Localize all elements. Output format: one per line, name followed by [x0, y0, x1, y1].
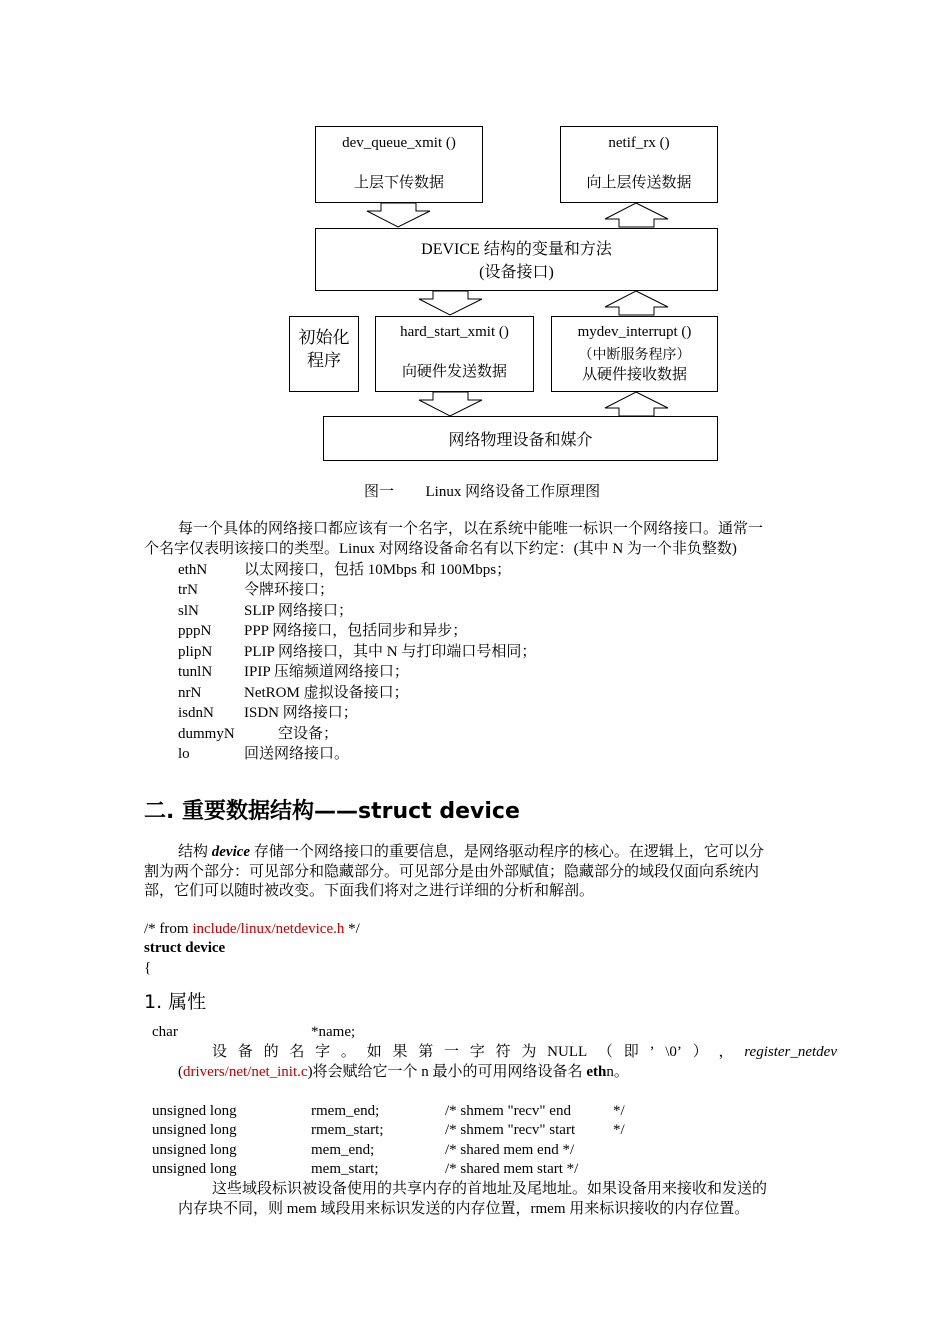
list-item	[178, 724, 339, 744]
mem-desc-line-2: 内存块不同，则 mem 域段用来标识发送的内存位置，rmem 用来标识接收的内存位置。	[178, 1201, 750, 1217]
interface-desc: SLIP 网络接口；	[244, 603, 354, 619]
desc-char: 符	[495, 1044, 511, 1060]
physical-media-label: 网络物理设备和媒介	[448, 432, 593, 449]
init-routine-line2: 程序	[307, 351, 341, 370]
field-name: mem_end;	[311, 1142, 375, 1158]
field-name: mem_start;	[311, 1161, 379, 1177]
interface-desc: 回送网络接口。	[244, 746, 350, 762]
list-item	[178, 744, 350, 764]
field-name: rmem_start;	[311, 1122, 384, 1138]
interface-desc: PPP 网络接口，包括同步和异步；	[244, 623, 468, 639]
list-item	[178, 580, 335, 600]
interface-name: trN	[178, 582, 198, 598]
desc-char: \0’	[665, 1044, 682, 1060]
interface-desc: NetROM 虚拟设备接口；	[244, 685, 409, 701]
device-struct-label: DEVICE 结构的变量和方法	[421, 241, 612, 258]
desc-char: 的	[263, 1044, 279, 1060]
desc-char: （	[597, 1044, 613, 1060]
code-row	[152, 1140, 852, 1160]
section-heading: 二. 重要数据结构——struct device	[144, 799, 520, 824]
device-keyword: device	[211, 844, 251, 860]
comment-end: */	[613, 1103, 625, 1119]
physical-media-box	[323, 416, 718, 461]
field-name: rmem_end;	[311, 1103, 380, 1119]
mydev-interrupt-box	[551, 316, 718, 392]
figure-caption	[364, 480, 600, 501]
init-routine-box	[289, 316, 359, 392]
device-interface-label: (设备接口)	[479, 264, 554, 281]
mydev-interrupt-desc1: （中断服务程序）	[578, 348, 691, 363]
source-comment	[144, 919, 360, 939]
interface-desc: ISDN 网络接口；	[244, 705, 358, 721]
desc-char: NULL	[547, 1044, 588, 1060]
desc-char: 。	[340, 1044, 356, 1060]
hard-start-xmit-box	[375, 316, 534, 392]
field-comment: /* shared mem end */	[445, 1142, 575, 1158]
comment-text: */	[344, 921, 360, 937]
list-item	[178, 683, 409, 703]
comment-end: */	[613, 1122, 625, 1138]
desc-char: ，	[718, 1044, 734, 1060]
interface-name: lo	[178, 746, 190, 762]
code-row	[152, 1159, 852, 1179]
section2-para-line-3: 部，它们可以随时被改变。下面我们将对之进行详细的分析和解剖。	[144, 883, 595, 899]
field-type: unsigned long	[152, 1122, 237, 1138]
interface-desc: 令牌环接口；	[244, 582, 335, 598]
up-arrow-icon	[604, 203, 670, 228]
netif-rx-desc: 向上层传送数据	[586, 175, 692, 191]
up-arrow-icon	[604, 392, 670, 417]
source-file-link[interactable]: drivers/net/net_init.c	[183, 1064, 308, 1080]
field-desc-line-2	[178, 1062, 629, 1082]
desc-char: 如	[366, 1044, 382, 1060]
netif-rx-func: netif_rx ()	[608, 135, 670, 151]
field-comment: /* shared mem start */	[445, 1161, 579, 1177]
mydev-interrupt-func: mydev_interrupt ()	[577, 324, 692, 340]
register-netdev-func: register_netdev	[744, 1044, 837, 1060]
figure-title: Linux 网络设备工作原理图	[425, 484, 601, 500]
field-type: unsigned long	[152, 1161, 237, 1177]
interface-name: tunlN	[178, 664, 213, 680]
down-arrow-icon	[366, 203, 432, 228]
desc-char: 字	[469, 1044, 485, 1060]
intro-line-2: 个名字仅表明该接口的类型。Linux 对网络设备命名有以下约定：(其中 N 为一个非负整数)	[144, 541, 737, 557]
down-arrow-icon	[418, 392, 484, 417]
interface-name: dummyN	[178, 726, 235, 742]
desc-char: 为	[521, 1044, 537, 1060]
desc-char: ）	[692, 1044, 708, 1060]
desc-text: n。	[606, 1064, 629, 1080]
interface-name: slN	[178, 603, 199, 619]
interface-name: pppN	[178, 623, 212, 639]
list-item	[178, 703, 358, 723]
netif-rx-box	[560, 126, 718, 203]
desc-char: 果	[392, 1044, 408, 1060]
dev-queue-xmit-box	[315, 126, 483, 203]
device-struct-box	[315, 228, 718, 291]
field-decl: *name;	[311, 1024, 356, 1040]
desc-char: 名	[289, 1044, 305, 1060]
desc-char: 第	[418, 1044, 434, 1060]
dev-queue-xmit-desc: 上层下传数据	[353, 175, 444, 191]
struct-declaration: struct device	[144, 940, 226, 956]
subsection-heading: 1. 属性	[144, 991, 207, 1013]
interface-name: isdnN	[178, 705, 214, 721]
dev-queue-xmit-func: dev_queue_xmit ()	[342, 135, 456, 151]
desc-text: (	[178, 1064, 183, 1080]
field-type: unsigned long	[152, 1103, 237, 1119]
figure-number: 图一	[364, 484, 395, 500]
down-arrow-icon	[418, 291, 484, 316]
code-row	[152, 1120, 852, 1140]
field-comment: /* shmem "recv" end	[445, 1103, 571, 1119]
section2-para-line-1	[178, 842, 764, 862]
interface-name: plipN	[178, 644, 213, 660]
eth-prefix: eth	[586, 1064, 607, 1080]
hard-start-xmit-desc: 向硬件发送数据	[401, 364, 507, 380]
interface-desc: PLIP 网络接口，其中 N 与打印端口号相同；	[244, 644, 537, 660]
interface-desc: IPIP 压缩频道网络接口；	[244, 664, 409, 680]
init-routine-line1: 初始化	[298, 328, 350, 347]
desc-char: 字	[315, 1044, 331, 1060]
field-type: char	[152, 1024, 178, 1040]
source-file-link[interactable]: include/linux/netdevice.h	[192, 921, 345, 937]
up-arrow-icon	[604, 291, 670, 316]
code-row	[152, 1101, 852, 1121]
mydev-interrupt-desc2: 从硬件接收数据	[581, 367, 687, 383]
field-type: unsigned long	[152, 1142, 237, 1158]
list-item	[178, 642, 537, 662]
hard-start-xmit-func: hard_start_xmit ()	[400, 324, 509, 340]
desc-char: ’	[649, 1044, 655, 1060]
desc-char: 设	[212, 1044, 228, 1060]
interface-desc: 空设备；	[278, 726, 339, 742]
field-desc-line-1	[212, 1042, 837, 1062]
intro-line-1: 每一个具体的网络接口都应该有一个名字，以在系统中能唯一标识一个网络接口。通常一	[178, 521, 764, 537]
desc-text: )将会赋给它一个 n 最小的可用网络设备名	[307, 1064, 587, 1080]
para-text: 存储一个网络接口的重要信息，是网络驱动程序的核心。在逻辑上，它可以分	[250, 844, 764, 860]
field-comment: /* shmem "recv" start	[445, 1122, 576, 1138]
desc-char: 备	[237, 1044, 253, 1060]
mem-desc-line-1: 这些域段标识被设备使用的共享内存的首地址及尾地址。如果设备用来接收和发送的	[212, 1181, 768, 1197]
desc-char: 一	[444, 1044, 460, 1060]
para-text: 结构	[178, 844, 212, 860]
list-item	[178, 601, 354, 621]
comment-text: /* from	[144, 921, 193, 937]
open-brace: {	[144, 960, 152, 976]
list-item	[178, 560, 512, 580]
desc-char: 即	[623, 1044, 639, 1060]
interface-desc: 以太网接口，包括 10Mbps 和 100Mbps；	[244, 562, 512, 578]
interface-name: nrN	[178, 685, 202, 701]
list-item	[178, 621, 468, 641]
section2-para-line-2: 割为两个部分：可见部分和隐藏部分。可见部分是由外部赋值；隐藏部分的域段仅面向系统内	[144, 864, 760, 880]
list-item	[178, 662, 409, 682]
interface-name: ethN	[178, 562, 208, 578]
